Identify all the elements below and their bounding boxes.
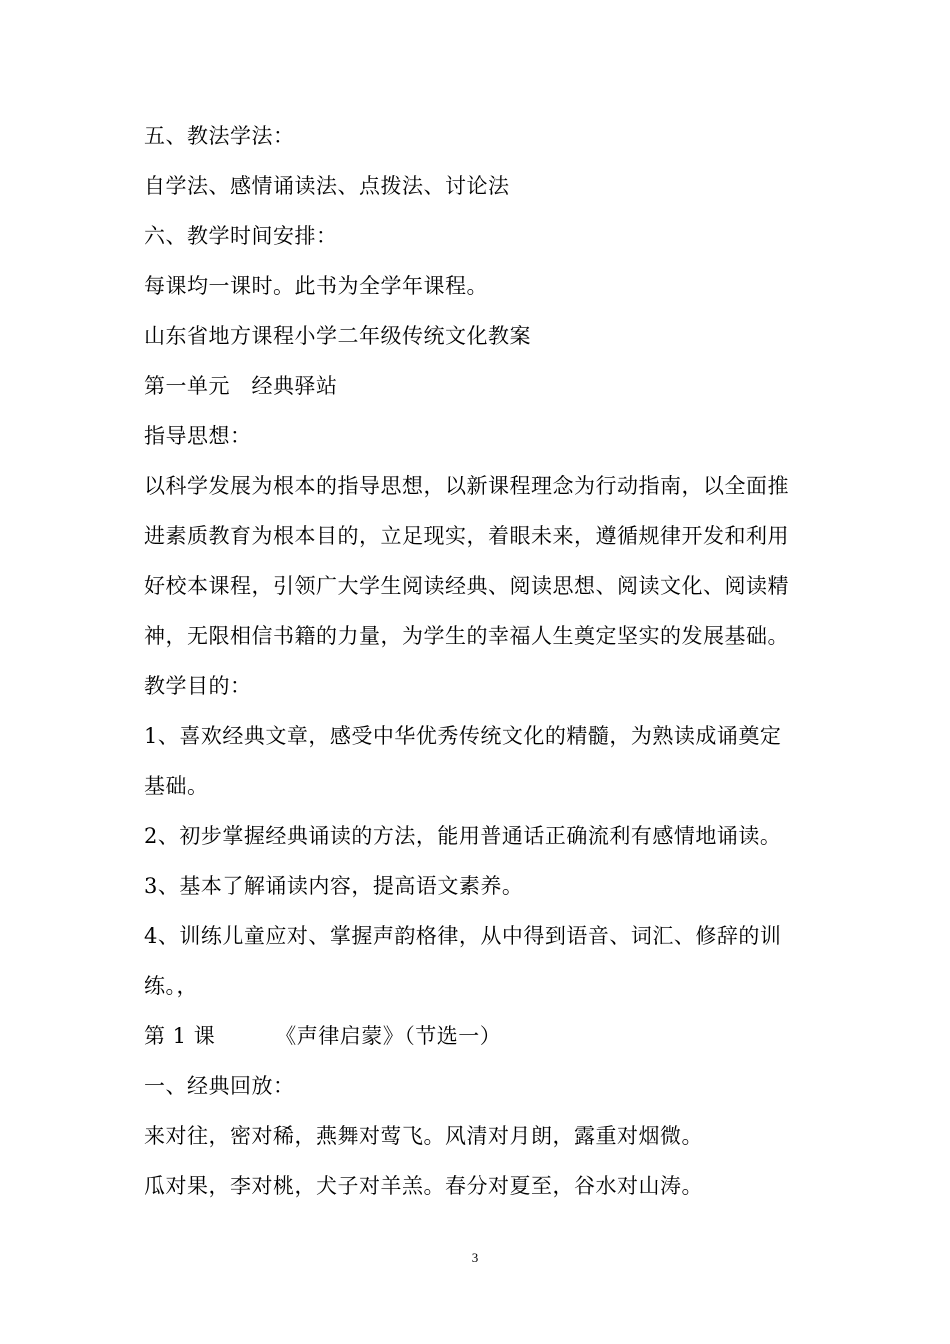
list-item-line: 3、基本了解诵读内容，提高语文素养。 bbox=[144, 874, 524, 898]
section-heading: 六、教学时间安排： bbox=[144, 224, 338, 248]
list-item-line: 基础。 bbox=[144, 774, 209, 798]
verse-line: 瓜对果，李对桃，犬子对羊羔。春分对夏至，谷水对山涛。 bbox=[144, 1174, 703, 1198]
list-item-line: 4、训练儿童应对、掌握声韵格律，从中得到语音、词汇、修辞的训 bbox=[144, 924, 782, 948]
verse-line: 来对往，密对稀，燕舞对莺飞。风清对月朗，露重对烟微。 bbox=[144, 1124, 703, 1148]
paragraph-line: 每课均一课时。此书为全学年课程。 bbox=[144, 274, 488, 298]
page-number: 3 bbox=[471, 1250, 479, 1265]
unit-title: 第一单元 经典驿站 bbox=[144, 374, 338, 398]
list-item-line: 2、初步掌握经典诵读的方法，能用普通话正确流利有感情地诵读。 bbox=[144, 824, 782, 848]
paragraph-line: 自学法、感情诵读法、点拨法、讨论法 bbox=[144, 174, 510, 198]
section-heading: 教学目的： bbox=[144, 674, 252, 698]
section-heading: 指导思想： bbox=[144, 424, 252, 448]
paragraph-line: 以科学发展为根本的指导思想，以新课程理念为行动指南，以全面推 bbox=[144, 474, 789, 498]
paragraph-line: 进素质教育为根本目的，立足现实，着眼未来，遵循规律开发和利用 bbox=[144, 524, 789, 548]
lesson-title: 《声律启蒙》（节选一） bbox=[275, 1024, 502, 1048]
document-title: 山东省地方课程小学二年级传统文化教案 bbox=[144, 324, 531, 348]
section-heading: 一、经典回放： bbox=[144, 1074, 295, 1098]
document-body bbox=[144, 111, 812, 1211]
paragraph-line: 好校本课程，引领广大学生阅读经典、阅读思想、阅读文化、阅读精 bbox=[144, 574, 789, 598]
list-item-line: 练。， bbox=[144, 974, 198, 998]
list-item-line: 1、喜欢经典文章，感受中华优秀传统文化的精髓，为熟读成诵奠定 bbox=[144, 724, 782, 748]
lesson-heading bbox=[144, 1011, 812, 1061]
lesson-number: 第 1 课 bbox=[144, 1024, 216, 1048]
section-heading: 五、教法学法： bbox=[144, 124, 295, 148]
paragraph-line: 神，无限相信书籍的力量，为学生的幸福人生奠定坚实的发展基础。 bbox=[144, 624, 789, 648]
